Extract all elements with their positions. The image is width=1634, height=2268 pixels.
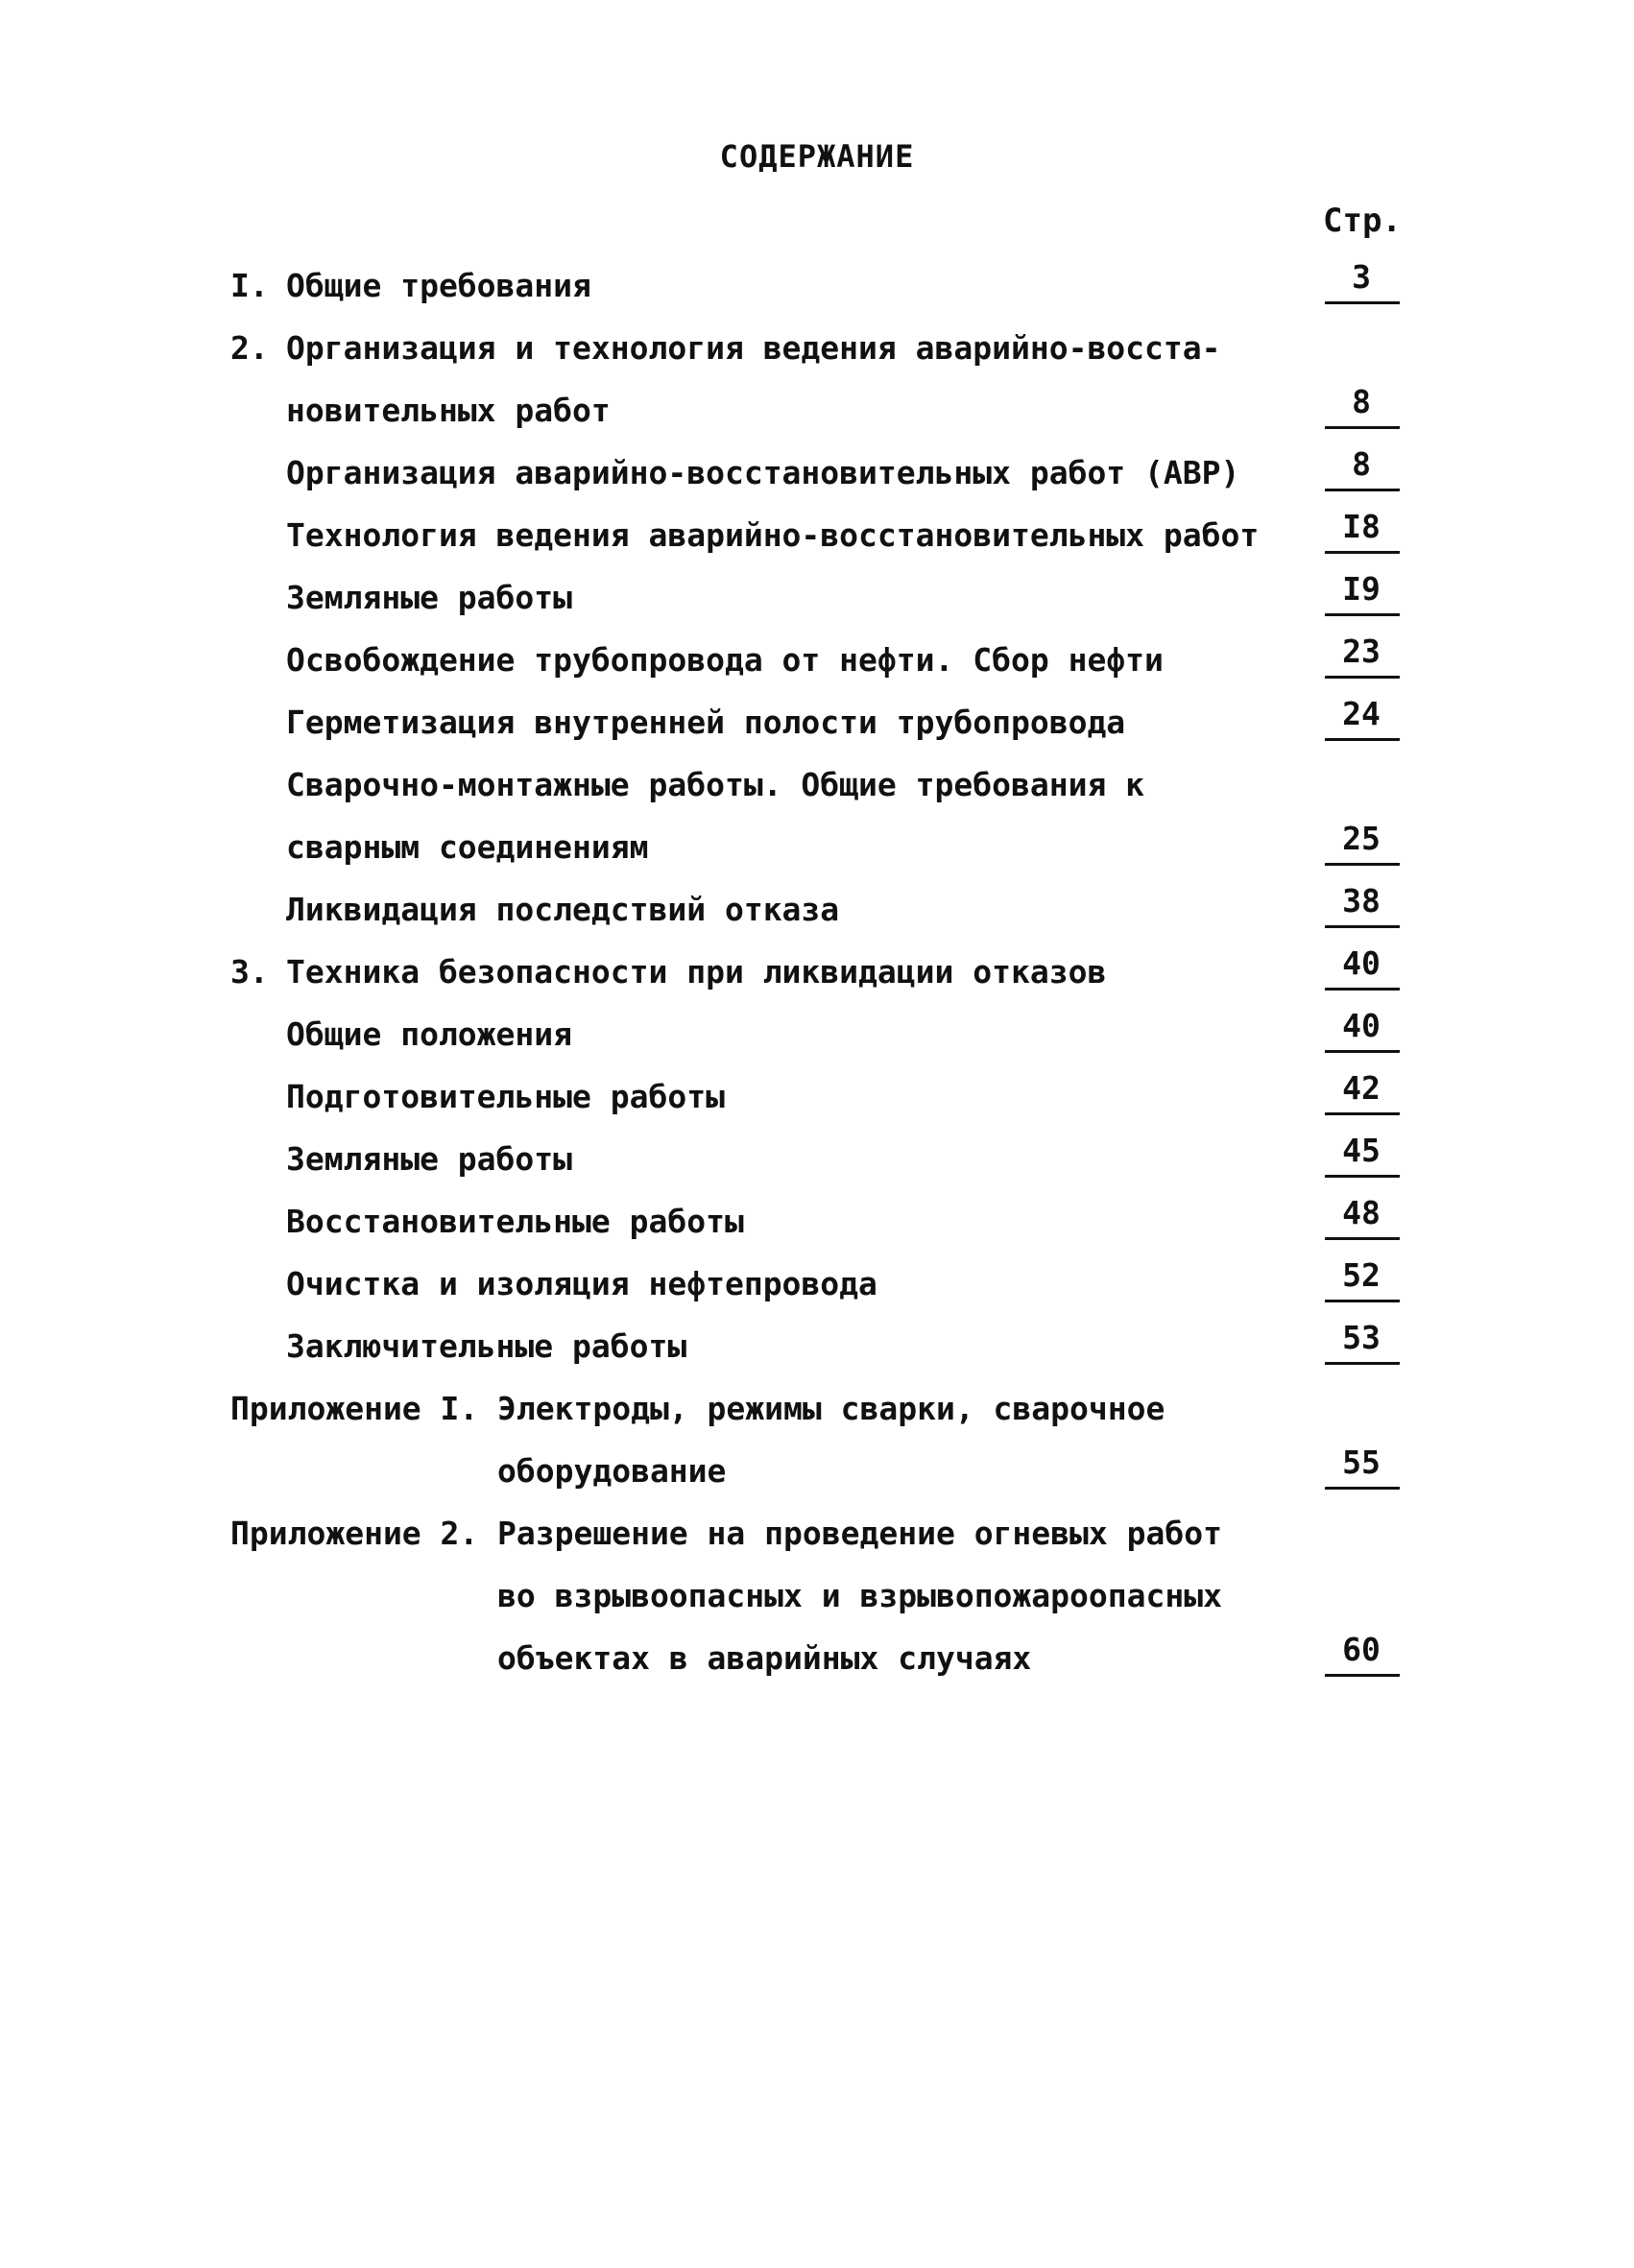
toc-entry-text: Организация аварийно-восстановительных работ (АВР) bbox=[286, 454, 1240, 491]
toc-entry-text: Организация и технология ведения аварийно-восста- bbox=[286, 329, 1221, 367]
toc-entry-text: Ликвидация последствий отказа bbox=[286, 891, 840, 928]
toc-entry bbox=[0, 941, 1634, 1003]
page-number bbox=[1323, 566, 1400, 612]
toc-entry bbox=[0, 1190, 1634, 1253]
page-number-underline bbox=[1325, 863, 1400, 866]
page-number-value: 40 bbox=[1342, 1007, 1381, 1044]
page-number bbox=[1323, 1190, 1400, 1236]
toc-entry bbox=[0, 1627, 1634, 1689]
toc-entry bbox=[0, 1502, 1634, 1564]
page-number-value: 38 bbox=[1342, 882, 1381, 919]
page-number-value: 60 bbox=[1342, 1631, 1381, 1668]
toc-entry bbox=[0, 1065, 1634, 1128]
toc-entry-text: Общие положения bbox=[286, 1015, 573, 1053]
toc-entry bbox=[0, 691, 1634, 753]
page-number-underline bbox=[1325, 1112, 1400, 1115]
toc-entry-text: Разрешение на проведение огневых работ bbox=[497, 1515, 1222, 1552]
page-number-value: 40 bbox=[1342, 944, 1381, 982]
toc-entry bbox=[0, 317, 1634, 379]
toc-entry-text: Подготовительные работы bbox=[286, 1078, 725, 1115]
toc-entry-text: объектах в аварийных случаях bbox=[497, 1639, 1032, 1677]
section-number: 3. bbox=[230, 953, 269, 991]
toc-entry bbox=[0, 504, 1634, 566]
page-number bbox=[1323, 504, 1400, 550]
toc-entry bbox=[0, 442, 1634, 504]
toc-entry-text: Земляные работы bbox=[286, 579, 573, 616]
page-number bbox=[1323, 1440, 1400, 1486]
toc-entry bbox=[0, 629, 1634, 691]
page-number bbox=[1323, 878, 1400, 924]
page-number-value: 53 bbox=[1342, 1319, 1381, 1356]
page-number bbox=[1323, 941, 1400, 987]
toc-entry bbox=[0, 1003, 1634, 1065]
page-number bbox=[1323, 379, 1400, 425]
page-number-underline bbox=[1325, 301, 1400, 304]
table-of-contents bbox=[0, 254, 1634, 1689]
toc-entry-text: Электроды, режимы сварки, сварочное bbox=[497, 1390, 1165, 1427]
page-number-underline bbox=[1325, 676, 1400, 679]
page-number-underline bbox=[1325, 1175, 1400, 1178]
page-number-underline bbox=[1325, 738, 1400, 741]
page-number bbox=[1323, 629, 1400, 675]
toc-entry-text: Сварочно-монтажные работы. Общие требования к bbox=[286, 766, 1145, 803]
toc-entry-text: Восстановительные работы bbox=[286, 1203, 744, 1240]
toc-entry-text: новительных работ bbox=[286, 392, 611, 429]
page-number bbox=[1323, 1315, 1400, 1361]
toc-entry bbox=[0, 1440, 1634, 1502]
toc-entry bbox=[0, 254, 1634, 317]
toc-entry bbox=[0, 878, 1634, 941]
page-number-value: 55 bbox=[1342, 1444, 1381, 1481]
page-number-value: 45 bbox=[1342, 1132, 1381, 1169]
page-number bbox=[1323, 254, 1400, 300]
page-number-value: 48 bbox=[1342, 1194, 1381, 1231]
page-number bbox=[1323, 1128, 1400, 1174]
page-number-underline bbox=[1325, 489, 1400, 491]
toc-entry-text: во взрывоопасных и взрывопожароопасных bbox=[497, 1577, 1222, 1614]
page-number-underline bbox=[1325, 551, 1400, 554]
page-number-value: I8 bbox=[1342, 508, 1381, 545]
page-number bbox=[1323, 816, 1400, 862]
toc-entry bbox=[0, 1564, 1634, 1627]
page-number-underline bbox=[1325, 1362, 1400, 1365]
page-number-value: 24 bbox=[1342, 695, 1381, 732]
page-number bbox=[1323, 1065, 1400, 1111]
page-number-value: 42 bbox=[1342, 1069, 1381, 1107]
toc-entry bbox=[0, 1253, 1634, 1315]
toc-entry bbox=[0, 816, 1634, 878]
page-number-value: 25 bbox=[1342, 820, 1381, 857]
page-number-underline bbox=[1325, 1300, 1400, 1302]
toc-entry-text: Освобождение трубопровода от нефти. Сбор нефти bbox=[286, 641, 1164, 679]
toc-entry bbox=[0, 566, 1634, 629]
toc-entry-text: оборудование bbox=[497, 1452, 727, 1490]
page-number-value: 23 bbox=[1342, 633, 1381, 670]
page-number-underline bbox=[1325, 1487, 1400, 1490]
toc-entry-text: Земляные работы bbox=[286, 1140, 573, 1178]
section-number: I. bbox=[230, 267, 269, 304]
page-number-underline bbox=[1325, 1674, 1400, 1677]
page-number bbox=[1323, 1253, 1400, 1299]
page-number-value: 8 bbox=[1352, 445, 1371, 483]
toc-entry bbox=[0, 379, 1634, 442]
page-number-underline bbox=[1325, 1237, 1400, 1240]
page-number-underline bbox=[1325, 1050, 1400, 1053]
section-number: 2. bbox=[230, 329, 269, 367]
toc-entry bbox=[0, 753, 1634, 816]
appendix-label: Приложение I. bbox=[230, 1390, 479, 1427]
toc-entry-text: Герметизация внутренней полости трубопровода bbox=[286, 704, 1126, 741]
toc-entry-text: Очистка и изоляция нефтепровода bbox=[286, 1265, 877, 1302]
page-number-value: I9 bbox=[1342, 570, 1381, 608]
page-number-value: 8 bbox=[1352, 383, 1371, 420]
page-number-value: 52 bbox=[1342, 1256, 1381, 1294]
toc-entry bbox=[0, 1315, 1634, 1377]
page-number-value: 3 bbox=[1352, 258, 1371, 296]
toc-entry-text: Техника безопасности при ликвидации отказов bbox=[286, 953, 1107, 991]
page-number-underline bbox=[1325, 426, 1400, 429]
page-number bbox=[1323, 1003, 1400, 1049]
page-column-header: Стр. bbox=[1323, 202, 1402, 240]
page-number-underline bbox=[1325, 613, 1400, 616]
toc-entry bbox=[0, 1128, 1634, 1190]
page-number-underline bbox=[1325, 988, 1400, 991]
toc-entry-text: Общие требования bbox=[286, 267, 591, 304]
page-number-underline bbox=[1325, 925, 1400, 928]
toc-entry-text: Заключительные работы bbox=[286, 1327, 687, 1365]
page-title: СОДЕРЖАНИЕ bbox=[719, 138, 915, 175]
toc-entry bbox=[0, 1377, 1634, 1440]
page-number bbox=[1323, 1627, 1400, 1673]
toc-entry-text: Технология ведения аварийно-восстановительных работ bbox=[286, 516, 1260, 554]
page-number bbox=[1323, 442, 1400, 488]
toc-entry-text: сварным соединениям bbox=[286, 828, 649, 866]
page-number bbox=[1323, 691, 1400, 737]
appendix-label: Приложение 2. bbox=[230, 1515, 479, 1552]
